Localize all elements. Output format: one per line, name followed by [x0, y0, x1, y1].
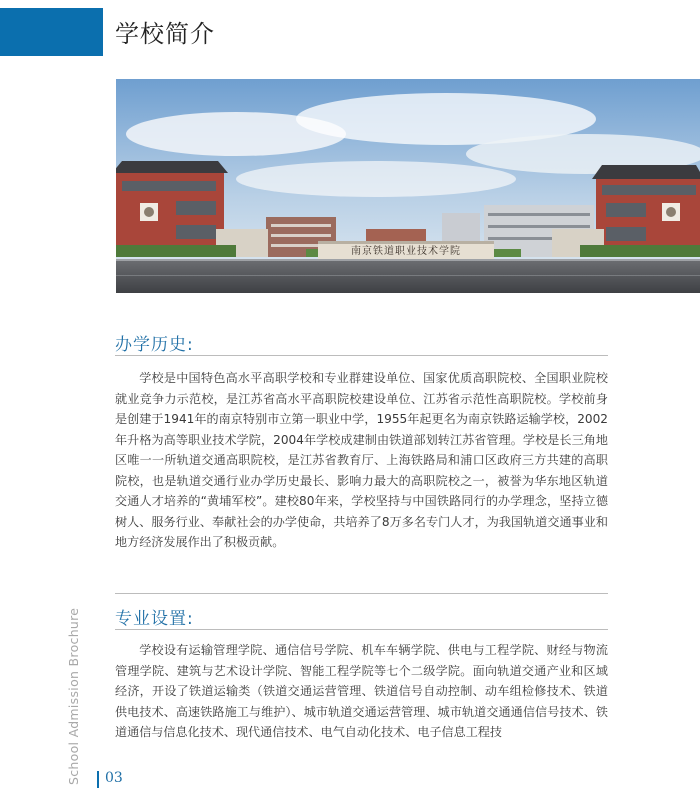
campus-gate-photo [116, 79, 700, 293]
divider [115, 355, 608, 356]
page-number: 03 [105, 770, 123, 786]
page-title: 学校简介 [115, 20, 215, 48]
page-number-marker [97, 771, 99, 788]
history-paragraph: 学校是中国特色高水平高职学校和专业群建设单位、国家优质高职院校、全国职业院校就业竞争力示范校，是江苏省高水平高职院校建设单位、江苏省示范性高职院校。学校前身是创建于1941年的南京特别市立第一职业中学，1955年起更名为南京铁路运输学校，2002年升格为高等职业技术学院，2004年学校成建制由铁道部划转江苏省管理。学校是长三角地区唯一一所轨道交通高职院校，是江苏省教育厅、上海铁路局和浦口区政府三方共建的高职院校，也是轨道交通行业办学历史最长、影响力最大的高职院校之一，被誉为华东地区轨道交通人才培养的“黄埔军校”。建校80年来，学校坚持与中国铁路同行的办学理念，坚持立德树人、服务行业、奉献社会的办学使命，共培养了8万多名专门人才，为我国轨道交通事业和地方经济发展作出了积极贡献。 [115, 371, 608, 549]
divider [115, 629, 608, 630]
divider [115, 593, 608, 594]
section-heading-history: 办学历史: [115, 335, 194, 355]
brochure-side-label: School Admission Brochure [66, 607, 81, 785]
gate-sign-text: 南京铁道职业技术学院 [351, 246, 461, 257]
section-heading-majors: 专业设置: [115, 609, 194, 629]
header-accent-bar [0, 8, 103, 56]
majors-paragraph: 学校设有运输管理学院、通信信号学院、机车车辆学院、供电与工程学院、财经与物流管理学院、建筑与艺术设计学院、智能工程学院等七个二级学院。面向轨道交通产业和区域经济，开设了铁道运输类（铁道交通运营管理、铁道信号自动控制、动车组检修技术、铁道供电技术、高速铁路施工与维护）、城市轨道交通运营管理、城市轨道交通通信信号技术、铁道通信与信息化技术、现代通信技术、电气自动化技术、电子信息工程技 [115, 643, 608, 739]
